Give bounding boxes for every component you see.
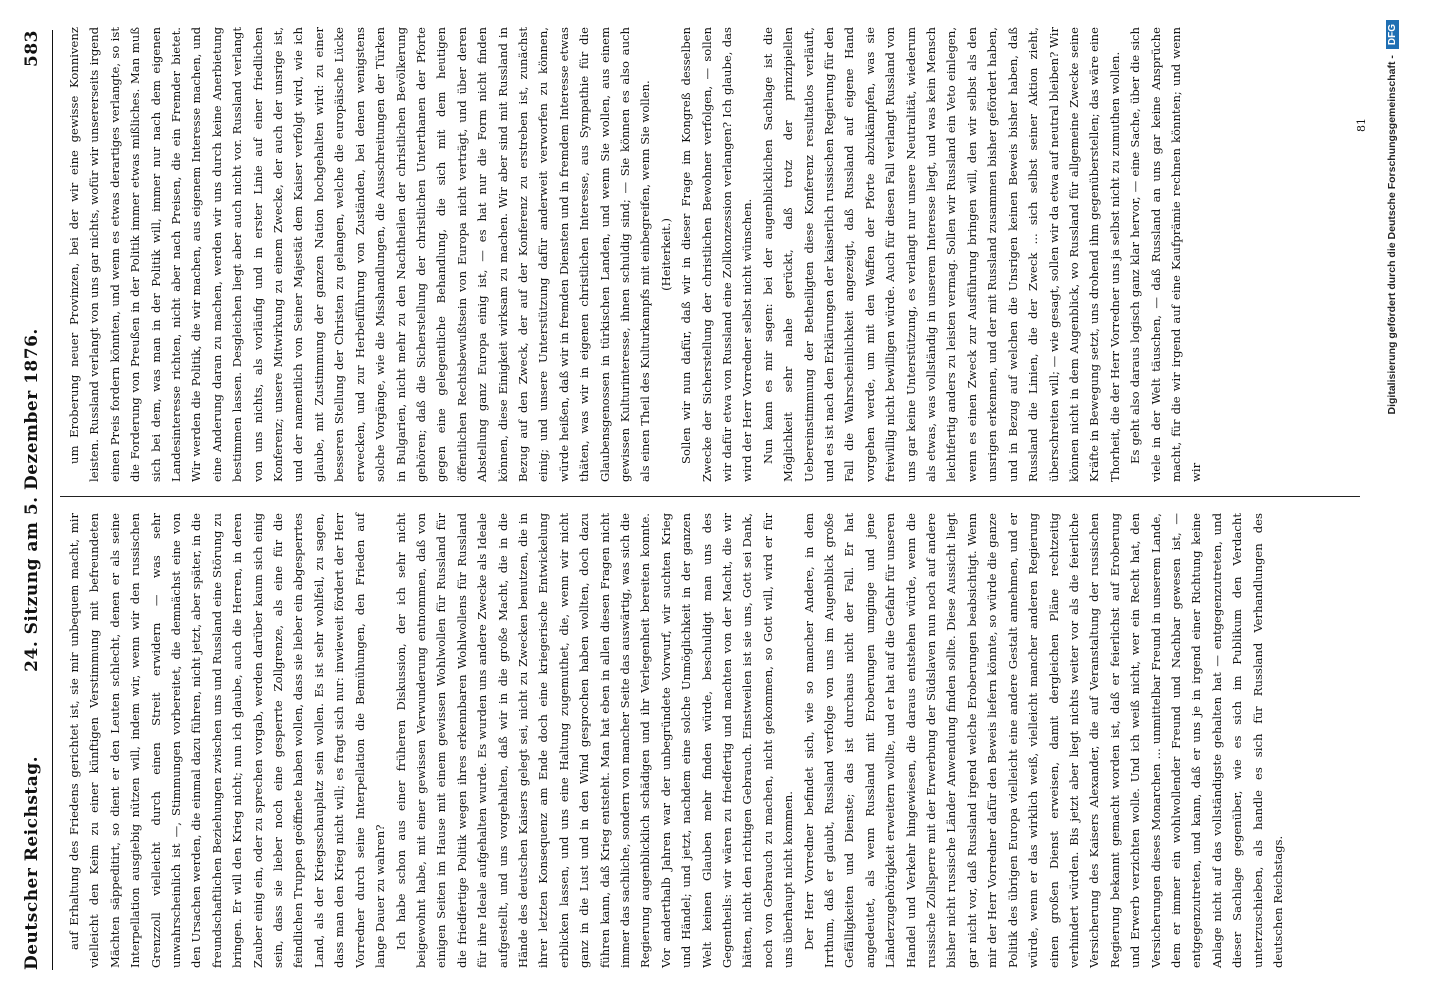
credit-text: Digitalisierung gefördert durch die Deutsche Forschungsgemeinschaft - <box>1386 55 1398 415</box>
right-column <box>64 27 1207 482</box>
paragraph: auf Erhaltung des Friedens gerichtet ist, sie mir unbequem macht, mir vielleicht den Keim zu einer künftigen Verstimmung mit befreundeten Mächten säppeditirt, so dient er den Leuten schlecht, denen er als seine Interpellation ausgiebig nützen will, indem wir, wenn wir den russischen Grenzzoll vielleicht durch einen Streit erwidern — was sehr unwahrscheinlich ist —, Stimmungen vorbereitet, die demnächst eine von den Ursachen werden, die einmal dazu führen, nicht jetzt, aber später, in die freundschaftlichen Beziehungen zwischen uns und Russland eine Störung zu bringen. Er will den Krieg nicht; nun ich glaube, auch die Herren, in deren Zauber einig ein, oder zu sprechen vorgab, werden darüber kaum sich einig sein, dass sie lieber noch eine gesperrte Zollgrenze, als eine für die feindlichen Truppen geöffnete haben wollen, dass sie lieber ein abgesperrtes Land, als der Kriegsschauplatz sein wollen. Es ist sehr wohlfeil, zu sagen, dass man den Krieg nicht will; es fragt sich nur: inwieweit fördert der Herr Vorredner durch seine Interpellation die Bemühungen, den Frieden auf lange Dauer zu wahren? <box>67 513 388 968</box>
paragraph: Sollen wir nun dafür, daß wir in dieser Frage im Kongreß desselben Zwecke der Sicherstellung der christlichen Bewohner verfolgen, — sollen wir dafür etwa von Russland eine Zollkonzession verlangen? Ich glaube, das wird der Herr Vorredner selbst nicht wünschen. <box>679 27 755 482</box>
column-divider <box>60 496 1360 497</box>
paragraph: Ich habe schon aus einer früheren Diskussion, der ich sehr nicht beigewohnt habe, mit einer gewissen Verwunderung entnommen, daß von einigen Seiten im Hause mit einem gewissen Wohlwollen für Russland für die friedfertige Politik wegen ihres erkennbaren Wohlwollens für Russland für ihre Ideale aufgehalten wurde. Es wurden uns andere Zwecke als Ideale aufgestellt, und uns vorgehalten, daß wir in die große Macht, die in die Hände des deutschen Kaisers gelegt sei, nicht zu Zwecken benutzen, die in ihrer letzten Konsequenz am Ende doch eine kriegerische Entwickelung erblicken lassen, und uns eine Haltung zugemuthet, die, wenn wir nicht ganz in die Lust und in den Wind gesprochen haben wollten, doch dazu führen kann, daß Krieg entsteht. Man hat eben in allen diesen Fragen nicht immer das sachliche, sondern von mancher Seite das auswärtig, was sich die Regierung augenblicklich schädigen und ihr Verlegenheit bereiten konnte. Vor anderthalb Jahren war der unbegründete Vorwurf, wir suchten Krieg und Händel; und jetzt, nachdem eine solche Unmöglichkeit in der ganzen Welt keinen Glauben mehr finden würde, beschuldigt man uns des Gegentheils: wir wären zu friedfertig und machten von der Macht, die wir hätten, nicht den richtigen Gebrauch. Einstweilen ist sie uns, Gott sei Dank, noch von Gebrauch zu machen, nicht gekommen, so Gott will, wird er für uns überhaupt nicht kommen. <box>393 513 796 968</box>
stage-direction: (Heiterkeit.) <box>658 218 673 291</box>
paragraph: um Eroberung neuer Provinzen, bei der wir eine gewisse Konnivenz leisten. Russland verlangt von uns gar nichts, wofür wir unsererseits irgend einen Preis fordern könnten, und wenn es etwas derartiges verlangte, so ist die Forderung von Preußen in der Politik immer etwas mißliches. Man muß sich bei dem, was man in der Politik will, immer nur nach dem eigenen Landesinteresse richten, nicht aber nach Preisen, die ein Fremder bietet. Wir werden die Politik, die wir machen, aus eigenem Interesse machen, und eine Anderung daran zu machen, werden wir uns durch keine Anerbietung bestimmen lassen. Desgleichen liegt aber auch nicht vor. Russland verlangt von uns nichts, als vorläufig und in erster Linie auf einer friedlichen Konferenz; unsere Mitwirkung zu einem Zwecke, der auch der unsrige ist, und der namentlich von Seiner Majestät dem Kaiser verfolgt wird, wie ich glaube, mit Zustimmung der ganzen Nation hochgehalten wird: zu einer besseren Stellung der Christen zu gelangen, welche die europäische Lücke erwecken, und zur Herbeiführung von Zuständen, bei denen wenigstens solche Vorgänge, wie die Misshandlungen, die Ausschreitungen der Türken in Bulgarien, nicht mehr zu den Nachtheilen der christlichen Bevölkerung gehören; daß die Sicherstellung der christlichen Unterthanen der Pforte gegen eine gelegentliche Behandlung, die sich mit dem heutigen öffentlichen Rechtsbewußtsein von Europa nicht verträgt, und über deren Abstellung ganz Europa einig ist, — es hat nur die Form nicht finden können, diese Einigkeit wirksam zu machen. Wir aber sind mit Russland in Bezug auf den Zweck, der auf der Konferenz zu erstreben ist, zunächst einig; und unsere Unterstützung dafür anderweit verworfen zu können, würde heißen, daß wir in fremden Diensten und in fremdem Interesse etwas thäten, was wir in eigenen christlichen Interesse, aus Sympathie für die Glaubensgenossen in türkischen Landen, und wenn Sie wollen, aus einem gewissen Kulturinteresse, ihnen schuldig sind; — Sie können es also auch als einen Theil des Kulturkampfs mit einbegreifen, wenn Sie wollen. <box>67 27 653 482</box>
paragraph: Nun kann es mir sagen: bei der augenblicklichen Sachlage ist die Möglichkeit sehr nahe gerückt, daß trotz der prinzipiellen Uebereinstimmung der Betheiligten diese Konferenz resultatlos verläuft, und es ist nach den Erklärungen der kaiserlich russischen Regierung für den Fall die Wahrscheinlichkeit angezeigt, daß Russland auf eigene Hand vorgehen werde, um mit den Waffen der Pforte abzukämpfen, was sie freiwillig nicht bewilligen würde. Auch für diesen Fall verlangt Russland von uns gar keine Unterstützung, es verlangt nur unsere Neutralität, wiederum als etwas, was vollständig in unserem Interesse liegt, und was kein Mensch leichtfertig anders zu leisten vermag. Sollen wir Russland ein Veto einlegen, wenn es einen Zweck zur Ausführung bringen will, den wir selbst als den unsrigen erkennen, und der mit Russland zusammen bisher gefördert haben, und in Bezug auf welchen die Unsrigen keinen Beweis bisher haben, daß Russland die Linien, die der Zweck ... sich selbst seiner Aktion zieht, überschreiten will; — wie gesagt, sollen wir da etwa auf neutral bleiben? Wir können nicht in dem Augenblick, wo Russland für allgemeine Zwecke seine Kräfte in Bewegung setzt, uns drohend ihm gegenüberstellen; das wäre eine Thorheit, die der Herr Vorredner uns ja selbst nicht zu zumuthen wollen. <box>760 27 1122 482</box>
header-journal-title: Deutscher Reichstag. <box>22 755 42 970</box>
paragraph: Es geht also daraus logisch ganz klar hervor, — eine Sache, über die sich viele in der Welt täuschen, — daß Russland an uns gar keine Ansprüche macht, für die wir irgend auf eine Kaufprämie rechnen könnten; und wenn wir <box>1128 27 1204 482</box>
paragraph: Der Herr Vorredner befindet sich, wie so mancher Andere, in dem Irrthum, daß er glaubt, Russland verfolge von uns im Augenblick große Gefälligkeiten und Dienste; das ist durchaus nicht der Fall. Er hat angedeutet, als wenn Russland mit Eroberungen umginge und jene Länderzugehörigkeit erweitern wollte, und er hat auf die Gefahr für unseren Handel und Verkehr hingewiesen, die daraus entstehen würde, wenn die russische Zollsperre mit der Erwerbung der Südslaven nun noch auf andere bisher nicht russische Länder Anwendung finden sollte. Diese Aussicht liegt gar nicht vor, daß Russland irgend welche Eroberungen beabsichtigt. Wenn mir der Herr Vorredner dafür den Beweis liefern könnte, so würde die ganze Politik des übrigen Europa vielleicht eine andere Gestalt annehmen, und er würde, wenn er das wirklich weiß, vielleicht mancher anderen Regierung einen großen Dienst erweisen, damit dergleichen Pläne rechtzeitig verhindert würden. Bis jetzt aber liegt nichts weiter vor als die feierliche Versicherung des Kaisers Alexander, die auf Veranstaltung der russischen Regierung bekannt gemacht worden ist, daß er feierlichst auf Eroberung und Erwerb verzichten wolle. Und ich weiß nicht, wer ein Recht hat, den Versicherungen dieses Monarchen ... unmittelbar Freund in unserem Lande, dem er immer ein wohlwollender Freund und Nachbar gewesen ist, — entgegenzutreten, und kann, daß er uns je in irgend einer Richtung keine Anlage nicht auf das vollständigste gehalten hat — entgegenzutreten, und dieser Sachlage gegenüber, wie es sich im Publikum den Verdacht unterzuschieben, als handle es sich für Russland Verhandlungen des deutschen Reichstags. <box>801 513 1285 968</box>
header-rule <box>52 30 53 970</box>
digitization-credit <box>1386 20 1399 970</box>
header-session-date: 24. Sitzung am 5. Dezember 1876. <box>22 328 42 672</box>
dfg-logo: DFG <box>1386 20 1399 49</box>
header-page-number: 583 <box>22 30 42 67</box>
left-column <box>64 513 1288 968</box>
sheet-marker: 81 <box>1355 118 1368 132</box>
page-header <box>22 30 52 970</box>
